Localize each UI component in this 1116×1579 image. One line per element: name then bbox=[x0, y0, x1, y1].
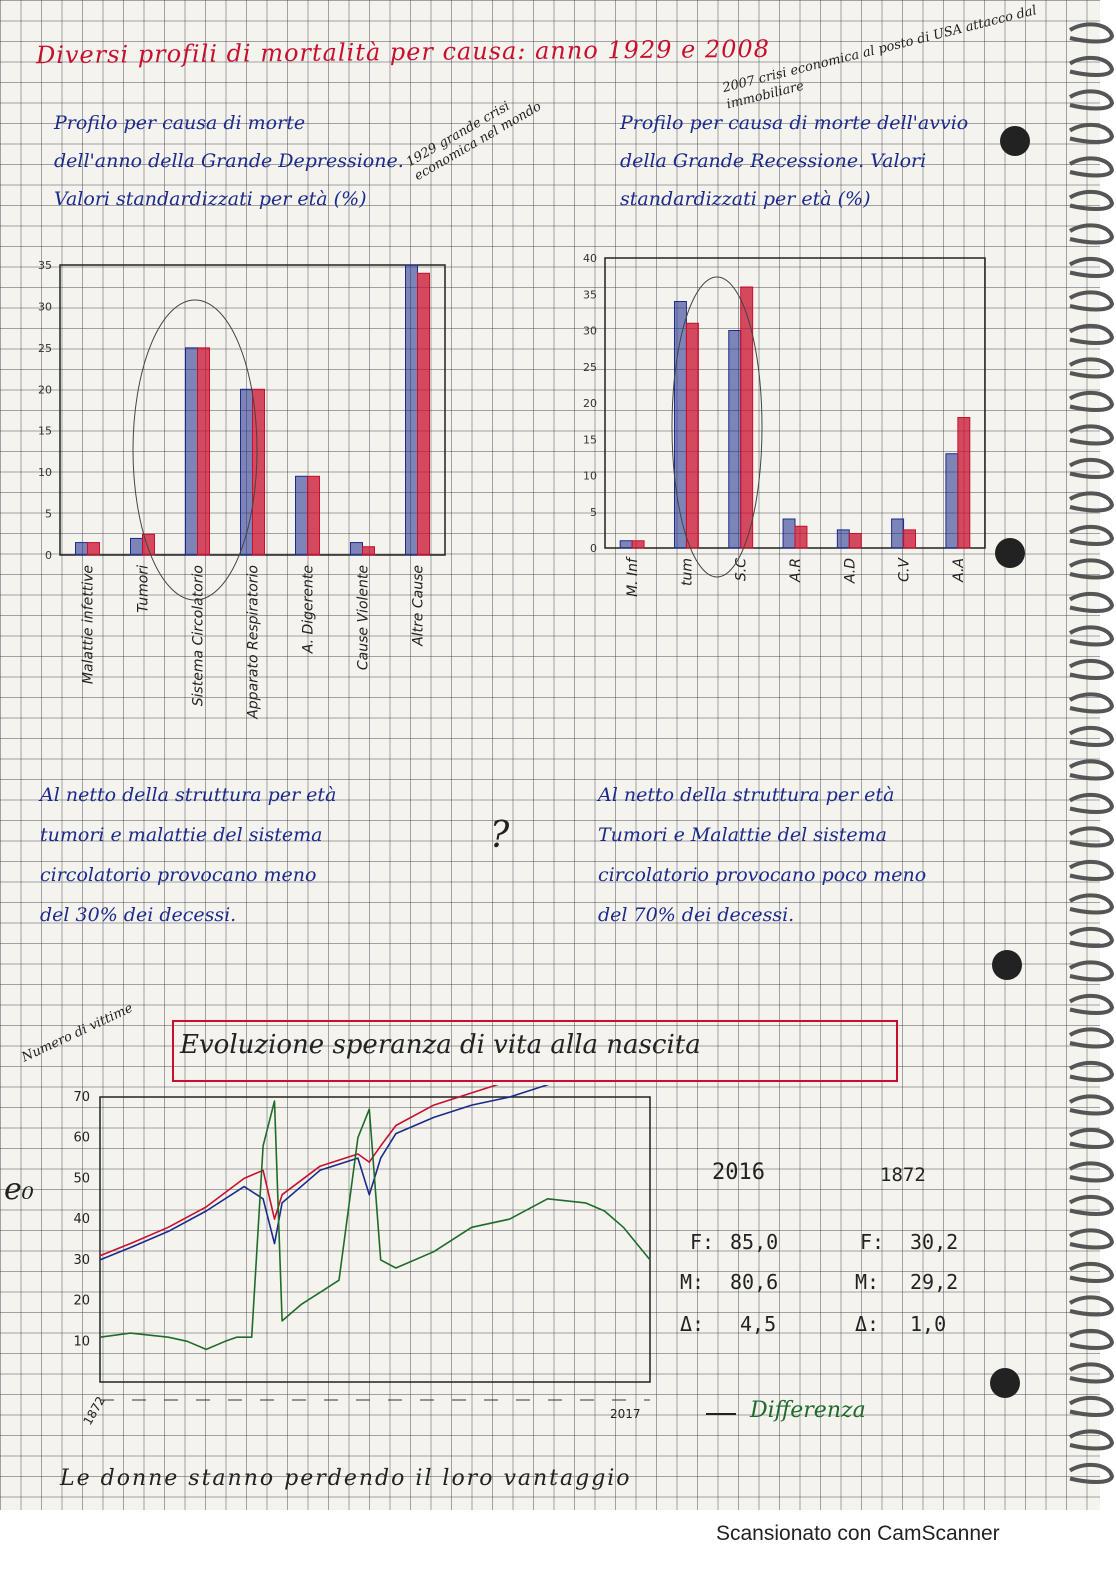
spiral-ring bbox=[1070, 1364, 1112, 1381]
y-tick-label: 10 bbox=[583, 469, 597, 483]
x-start-label: 1872 bbox=[80, 1394, 108, 1428]
row-label: F: bbox=[690, 1230, 715, 1254]
spiral-ring bbox=[1070, 560, 1112, 577]
bar bbox=[783, 519, 795, 548]
spiral-ring bbox=[1070, 728, 1112, 745]
row-value-1872: 30,2 bbox=[910, 1230, 959, 1254]
series-line bbox=[100, 1085, 650, 1260]
spiral-ring bbox=[1070, 225, 1112, 242]
spiral-ring bbox=[1070, 1063, 1112, 1080]
spiral-ring bbox=[1070, 125, 1112, 142]
bar bbox=[241, 389, 253, 555]
spiral-ring bbox=[1070, 1029, 1112, 1046]
left-heading-line: Valori standardizzati per età (%) bbox=[54, 188, 367, 210]
spiral-ring bbox=[1070, 1431, 1112, 1448]
bar bbox=[741, 287, 753, 548]
y-tick-label: 0 bbox=[590, 542, 597, 555]
spiral-ring bbox=[1070, 1163, 1112, 1180]
spiral-ring bbox=[1070, 594, 1112, 611]
category-label: A.R bbox=[788, 558, 804, 583]
y-tick-label: 15 bbox=[583, 433, 597, 447]
left-conclusion-line: tumori e malattie del sistema bbox=[40, 824, 323, 846]
category-label: Sistema Circolatorio bbox=[190, 565, 207, 707]
bar bbox=[186, 348, 198, 555]
y-tick-label: 15 bbox=[38, 424, 52, 438]
spiral-ring bbox=[1070, 493, 1112, 510]
spiral-ring bbox=[1070, 996, 1112, 1013]
table-header-1872: 1872 bbox=[880, 1164, 926, 1186]
spiral-ring bbox=[1070, 962, 1112, 979]
y-tick-label: 40 bbox=[73, 1212, 90, 1228]
spiral-ring bbox=[1070, 862, 1112, 879]
annotation-left-chart: 1929 grande crisi economica nel mondo bbox=[404, 98, 544, 184]
right-conclusion-line: circolatorio provocano poco meno bbox=[598, 864, 927, 886]
category-label: S.C bbox=[733, 558, 750, 582]
spiral-ring bbox=[1070, 426, 1112, 443]
legend-difference: Differenza bbox=[750, 1398, 866, 1423]
y-tick-label: 10 bbox=[38, 466, 52, 480]
bar bbox=[308, 476, 320, 555]
y-tick-label: 20 bbox=[38, 383, 52, 397]
bar bbox=[406, 265, 418, 555]
bar bbox=[946, 454, 958, 548]
y-tick-label: 30 bbox=[583, 324, 597, 338]
y-tick-label: 60 bbox=[73, 1130, 90, 1146]
row-label: M: bbox=[855, 1270, 880, 1294]
right-conclusion-line: Tumori e Malattie del sistema bbox=[598, 824, 887, 846]
category-label: Malattie infettive bbox=[80, 565, 97, 685]
category-label: C.V bbox=[896, 558, 913, 582]
spiral-ring bbox=[1070, 91, 1112, 108]
spiral-ring bbox=[1070, 460, 1112, 477]
row-value-1872: 29,2 bbox=[910, 1270, 959, 1294]
bar bbox=[296, 476, 308, 555]
punch-hole bbox=[992, 950, 1022, 980]
series-line bbox=[100, 1085, 650, 1256]
right-heading-line: Profilo per causa di morte dell'avvio bbox=[620, 112, 969, 134]
spiral-ring bbox=[1070, 259, 1112, 276]
category-label: tum bbox=[679, 558, 696, 586]
right-heading-line: della Grande Recessione. Valori bbox=[620, 150, 927, 172]
y-tick-label: 5 bbox=[590, 505, 597, 519]
right-conclusion-line: Al netto della struttura per età bbox=[598, 784, 895, 806]
left-conclusion bbox=[40, 775, 336, 935]
life-expectancy-title: Evoluzione speranza di vita alla nascita bbox=[180, 1030, 701, 1060]
spiral-ring bbox=[1070, 158, 1112, 175]
spiral-ring bbox=[1070, 929, 1112, 946]
chart-frame bbox=[100, 1097, 650, 1382]
spiral-ring bbox=[1070, 828, 1112, 845]
spiral-ring bbox=[1070, 694, 1112, 711]
y-note: Numero di vittime bbox=[19, 1000, 136, 1066]
bar bbox=[418, 273, 430, 555]
category-label: Altre Cause bbox=[410, 565, 427, 646]
y-tick-label: 25 bbox=[38, 341, 52, 355]
y-tick-label: 5 bbox=[45, 507, 52, 521]
bar bbox=[363, 547, 375, 555]
row-value-2016: 4,5 bbox=[740, 1312, 777, 1336]
bottom-note: Le donne stanno perdendo il loro vantaggio bbox=[60, 1466, 632, 1491]
spiral-ring bbox=[1070, 192, 1112, 209]
bar bbox=[795, 526, 807, 548]
y-tick-label: 70 bbox=[73, 1090, 90, 1105]
category-label: Tumori bbox=[135, 565, 152, 613]
bar bbox=[253, 389, 265, 555]
y-tick-label: 20 bbox=[583, 397, 597, 410]
row-value-1872: 1,0 bbox=[910, 1312, 947, 1336]
punch-hole bbox=[990, 1368, 1020, 1398]
punch-hole bbox=[1000, 126, 1030, 156]
spiral-ring bbox=[1070, 326, 1112, 343]
category-label: A. Digerente bbox=[300, 565, 317, 654]
x-end-label: 2017 bbox=[610, 1407, 641, 1421]
spiral-ring bbox=[1070, 661, 1112, 678]
spiral-ring bbox=[1070, 1230, 1112, 1247]
category-label: M. Inf bbox=[625, 558, 642, 597]
right-conclusion-line: del 70% dei decessi. bbox=[598, 904, 795, 926]
y-tick-label: 20 bbox=[73, 1293, 90, 1309]
bar bbox=[632, 541, 644, 548]
y-tick-label: 40 bbox=[583, 252, 597, 265]
spiral-ring bbox=[1070, 292, 1112, 309]
y-tick-label: 35 bbox=[38, 259, 52, 272]
life-expectancy-chart bbox=[40, 1085, 680, 1455]
y-symbol: e₀ bbox=[4, 1172, 34, 1207]
right-heading-line: standardizzati per età (%) bbox=[620, 188, 871, 210]
y-tick-label: 30 bbox=[38, 300, 52, 314]
left-heading-line: dell'anno della Grande Depressione. bbox=[54, 150, 404, 172]
punch-hole bbox=[995, 538, 1025, 568]
bar bbox=[849, 534, 861, 549]
page-title: Diversi profili di mortalità per causa: anno 1929 e 2008 bbox=[35, 34, 771, 70]
spiral-ring bbox=[1070, 58, 1112, 75]
row-value-2016: 80,6 bbox=[730, 1270, 779, 1294]
bar bbox=[686, 323, 698, 548]
spiral-ring bbox=[1070, 795, 1112, 812]
bar bbox=[729, 331, 741, 549]
right-heading bbox=[620, 104, 968, 218]
category-label: Cause Violente bbox=[355, 565, 372, 671]
left-heading bbox=[54, 104, 404, 218]
spiral-ring bbox=[1070, 1465, 1112, 1482]
spiral-ring bbox=[1070, 393, 1112, 410]
bar bbox=[88, 543, 100, 555]
y-tick-label: 30 bbox=[73, 1252, 90, 1268]
chart-frame bbox=[605, 258, 985, 548]
y-tick-label: 50 bbox=[73, 1171, 90, 1187]
spiral-ring bbox=[1070, 359, 1112, 376]
bar bbox=[958, 418, 970, 549]
values-table bbox=[680, 1160, 980, 1350]
spiral-ring bbox=[1070, 1197, 1112, 1214]
spiral-ring bbox=[1070, 527, 1112, 544]
category-label: A.A bbox=[950, 558, 967, 582]
left-heading-line: Profilo per causa di morte bbox=[54, 112, 306, 134]
spiral-ring bbox=[1070, 1264, 1112, 1281]
spiral-ring bbox=[1070, 1130, 1112, 1147]
y-tick-label: 35 bbox=[583, 288, 597, 302]
right-conclusion bbox=[598, 775, 926, 935]
bar bbox=[837, 530, 849, 548]
category-label: A.D bbox=[842, 558, 859, 584]
left-conclusion-line: circolatorio provocano meno bbox=[40, 864, 317, 886]
spiral-ring bbox=[1070, 1398, 1112, 1415]
spiral-ring bbox=[1070, 24, 1112, 41]
spiral-ring bbox=[1070, 895, 1112, 912]
bar bbox=[620, 541, 632, 548]
bar-chart-2008 bbox=[565, 252, 995, 692]
y-tick-label: 0 bbox=[45, 549, 52, 562]
bar bbox=[76, 543, 88, 555]
footer-text: Scansionato con CamScanner bbox=[716, 1522, 1000, 1545]
y-tick-label: 25 bbox=[583, 360, 597, 374]
bar bbox=[892, 519, 904, 548]
bar bbox=[198, 348, 210, 555]
legend-dash bbox=[706, 1413, 736, 1415]
category-label: Apparato Respiratorio bbox=[245, 565, 262, 719]
row-label: M: bbox=[680, 1270, 705, 1294]
y-tick-label: 10 bbox=[73, 1334, 90, 1350]
bar-chart-1929 bbox=[20, 255, 460, 735]
row-label: Δ: bbox=[855, 1312, 880, 1336]
row-value-2016: 85,0 bbox=[730, 1230, 779, 1254]
bar bbox=[904, 530, 916, 548]
spiral-ring bbox=[1070, 1331, 1112, 1348]
annotation-top-right: 2007 crisi economica al posto di USA attacco dal immobiliare bbox=[721, 3, 1039, 113]
bar bbox=[131, 538, 143, 555]
question-mark: ? bbox=[490, 815, 510, 856]
spiral-ring bbox=[1070, 1096, 1112, 1113]
table-header-2016: 2016 bbox=[712, 1160, 765, 1185]
left-conclusion-line: del 30% dei decessi. bbox=[40, 904, 237, 926]
left-conclusion-line: Al netto della struttura per età bbox=[40, 784, 337, 806]
spiral-ring bbox=[1070, 761, 1112, 778]
bar bbox=[351, 543, 363, 555]
series-line bbox=[100, 1101, 650, 1349]
spiral-ring bbox=[1070, 1297, 1112, 1314]
spiral-binding bbox=[1066, 0, 1116, 1510]
spiral-ring bbox=[1070, 627, 1112, 644]
row-label: F: bbox=[860, 1230, 885, 1254]
row-label: Δ: bbox=[680, 1312, 705, 1336]
